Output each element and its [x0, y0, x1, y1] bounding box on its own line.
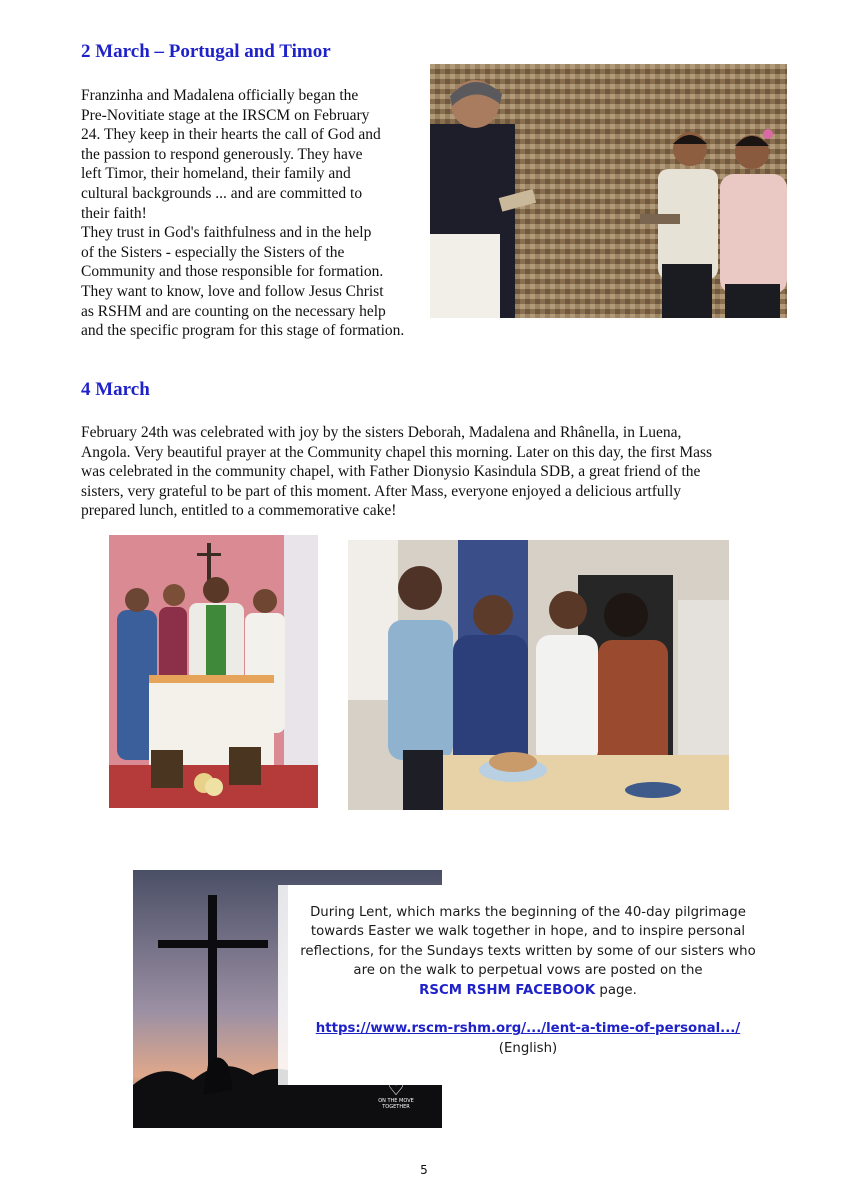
lent-language: (English): [498, 1040, 558, 1056]
text-line: Pre-Novitiate stage at the IRSCM on February: [81, 106, 370, 124]
lent-line: reflections, for the Sundays texts written by some of our sisters who: [300, 943, 756, 959]
text-line: left Timor, their homeland, their family and: [81, 165, 351, 183]
section-heading-4-march: 4 March: [81, 379, 150, 400]
page-word: page.: [595, 982, 637, 998]
facebook-page-name: RSCM RSHM FACEBOOK: [419, 982, 596, 998]
photo-chapel-group: [109, 535, 318, 808]
logo-mark: [364, 1078, 428, 1110]
text-line: and the specific program for this stage of formation.: [81, 322, 405, 340]
text-line: sisters, very grateful to be part of this moment. After Mass, everyone enjoyed a delicious artfully: [81, 482, 682, 500]
text-line: Franzinha and Madalena officially began the: [81, 87, 359, 104]
lent-facebook-line: [283, 981, 773, 1000]
lent-line: towards Easter we walk together in hope, and to inspire personal: [310, 924, 746, 940]
text-line: cultural backgrounds ... and are committed to: [81, 184, 363, 202]
logo-heart-icon: ♡: [387, 1076, 405, 1100]
photo-pre-novitiate-ceremony: [430, 64, 787, 318]
text-line: the passion to respond generously. They have: [81, 145, 363, 163]
lent-article-link[interactable]: https://www.rscm-rshm.org/.../lent-a-time-of-personal.../: [315, 1021, 741, 1037]
lent-link-line: [283, 1019, 773, 1038]
text-line: They trust in God's faithfulness and in the help: [81, 224, 372, 242]
lent-line: During Lent, which marks the beginning of the 40-day pilgrimage: [310, 905, 746, 920]
lent-line: are on the walk to perpetual vows are posted on the: [353, 963, 703, 979]
text-line: Community and those responsible for formation.: [81, 263, 384, 281]
section-heading-portugal-timor: 2 March – Portugal and Timor: [81, 41, 331, 62]
text-line: They want to know, love and follow Jesus Christ: [81, 282, 384, 300]
text-line: was celebrated in the community chapel, with Father Dionysio Kasindula SDB, a great friend of the: [81, 463, 701, 481]
text-line: of the Sisters - especially the Sisters of the: [81, 243, 345, 261]
lent-message: [283, 903, 773, 1058]
photo-cake-cutting: [348, 540, 729, 810]
text-line: February 24th was celebrated with joy by the sisters Deborah, Madalena and Rhânella, in Luena,: [81, 424, 682, 441]
logo-text: ON THE MOVE TOGETHER: [378, 1098, 414, 1110]
text-line: Angola. Very beautiful prayer at the Community chapel this morning. Later on this day, the first Mass: [81, 443, 713, 461]
text-line: as RSHM and are counting on the necessary help: [81, 302, 386, 320]
section-4-march-text: [81, 423, 712, 521]
text-line: prepared lunch, entitled to a commemorative cake!: [81, 502, 397, 520]
page-number: 5: [420, 1163, 428, 1177]
text-line: their faith!: [81, 204, 147, 222]
section-portugal-timor-text: [81, 86, 404, 341]
text-line: 24. They keep in their hearts the call of God and: [81, 126, 381, 144]
blank-line: [283, 1000, 773, 1019]
